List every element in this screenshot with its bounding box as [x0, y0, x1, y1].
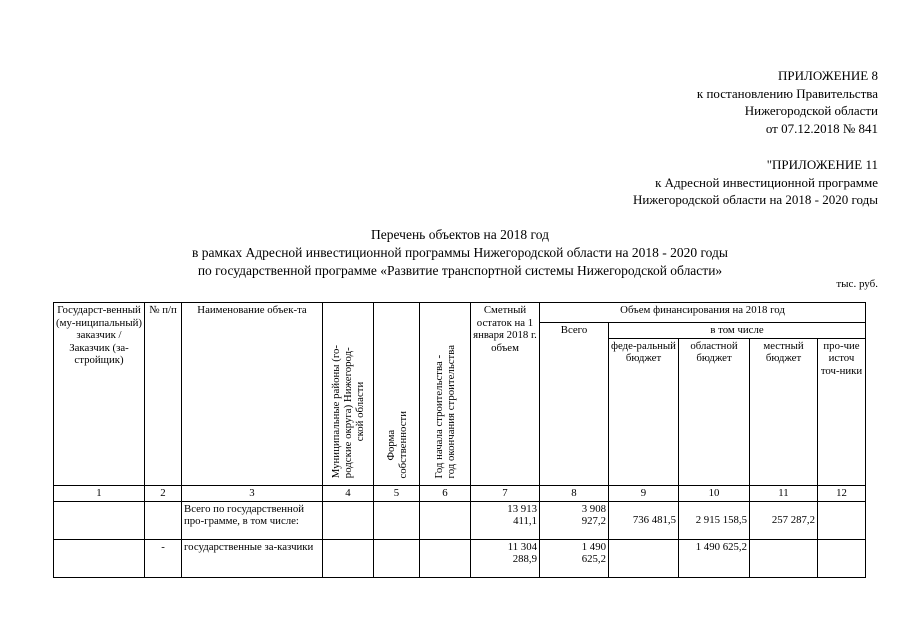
column-number: 7 [471, 485, 540, 501]
header-number: № п/п [145, 303, 182, 486]
cell-regional: 1 490 625,2 [679, 539, 750, 577]
table-row [54, 501, 866, 539]
header-ownership-line-1: Форма [384, 429, 397, 461]
document-title [0, 226, 905, 280]
cell-total-line-2: 625,2 [581, 553, 606, 565]
header-ownership [374, 303, 420, 486]
column-number: 12 [818, 485, 866, 501]
header-district-line-3: ской области [354, 382, 366, 442]
table-row [54, 539, 866, 577]
appendix-8-header [697, 67, 878, 137]
column-number: 8 [540, 485, 609, 501]
header-district-line-1: Муниципальные районы (го- [330, 345, 342, 479]
cell-district [323, 539, 374, 577]
cell-object-name: Всего по государственной про-грамме, в том числе: [182, 501, 323, 539]
header-object-name: Наименование объек-та [182, 303, 323, 486]
header-years-line-2: год окончания строительства [445, 345, 457, 479]
cell-local [750, 539, 818, 577]
title-line-2: в рамках Адресной инвестиционной программы Нижегородской области на 2018 - 2020 годы [192, 245, 728, 260]
column-number: 5 [374, 485, 420, 501]
cell-local: 257 287,2 [750, 501, 818, 539]
cell-years [420, 501, 471, 539]
cell-total [540, 539, 609, 577]
header-ownership-line-2: собственности [396, 410, 409, 479]
column-number: 10 [679, 485, 750, 501]
appendix-11-line-3: Нижегородской области на 2018 - 2020 годы [632, 192, 878, 207]
header-estimate-balance: Сметный остаток на 1 января 2018 г. объем [471, 303, 540, 486]
cell-total-line-1: 1 490 [581, 540, 606, 553]
column-number: 1 [54, 485, 145, 501]
column-number: 11 [750, 485, 818, 501]
appendix-8-date-number: от 07.12.2018 № 841 [765, 120, 878, 136]
cell-regional: 2 915 158,5 [679, 501, 750, 539]
column-number: 9 [609, 485, 679, 501]
title-line-3: по государственной программе «Развитие транспортной системы Нижегородской области» [197, 263, 723, 278]
header-construction-years [420, 303, 471, 486]
cell-federal [609, 539, 679, 577]
header-federal-budget: феде-ральный бюджет [609, 338, 679, 485]
cell-object-name: государственные за-казчики [182, 539, 323, 577]
header-customer: Государст-венный (му-ниципальный) заказчик / Заказчик (за-стройщик) [54, 303, 145, 486]
appendix-11-line-2: к Адресной инвестиционной программе [655, 174, 878, 190]
cell-number [145, 501, 182, 539]
column-numbers-row [54, 485, 866, 501]
cell-estimate [471, 539, 540, 577]
unit-label: тыс. руб. [836, 278, 878, 290]
cell-ownership [374, 501, 420, 539]
appendix-8-title: ПРИЛОЖЕНИЕ 8 [778, 68, 878, 83]
cell-customer [54, 539, 145, 577]
cell-other [818, 501, 866, 539]
cell-years [420, 539, 471, 577]
header-including: в том числе [609, 323, 866, 339]
appendix-8-line-2: к постановлению Правительства [696, 85, 878, 101]
column-number: 3 [182, 485, 323, 501]
cell-customer [54, 501, 145, 539]
header-financing-2018: Объем финансирования на 2018 год [540, 303, 866, 323]
header-other-sources: про-чие источ точ-ники [818, 338, 866, 485]
cell-estimate-line-2: 288,9 [512, 553, 537, 565]
appendix-11-title: "ПРИЛОЖЕНИЕ 11 [766, 157, 878, 172]
cell-ownership [374, 539, 420, 577]
cell-other [818, 539, 866, 577]
appendix-11-header [633, 156, 878, 209]
header-district-line-2: родские округа) Нижегород- [342, 347, 354, 479]
cell-number: - [145, 539, 182, 577]
header-regional-budget: областной бюджет [679, 338, 750, 485]
header-district [323, 303, 374, 486]
column-number: 4 [323, 485, 374, 501]
cell-estimate-line-2: 411,1 [513, 515, 537, 527]
cell-district [323, 501, 374, 539]
cell-total-line-2: 927,2 [581, 515, 606, 527]
header-years-line-1: Год начала строительства - [433, 355, 445, 479]
column-number: 2 [145, 485, 182, 501]
cell-federal: 736 481,5 [609, 501, 679, 539]
cell-estimate [471, 501, 540, 539]
header-local-budget: местный бюджет [750, 338, 818, 485]
title-line-1: Перечень объектов на 2018 год [371, 227, 549, 242]
objects-table [53, 302, 866, 578]
cell-estimate-line-1: 11 304 [507, 540, 537, 553]
cell-total [540, 501, 609, 539]
cell-estimate-line-1: 13 913 [507, 502, 537, 515]
header-total: Всего [540, 323, 609, 486]
column-number: 6 [420, 485, 471, 501]
appendix-8-line-3: Нижегородской области [744, 103, 878, 118]
cell-total-line-1: 3 908 [581, 502, 606, 515]
